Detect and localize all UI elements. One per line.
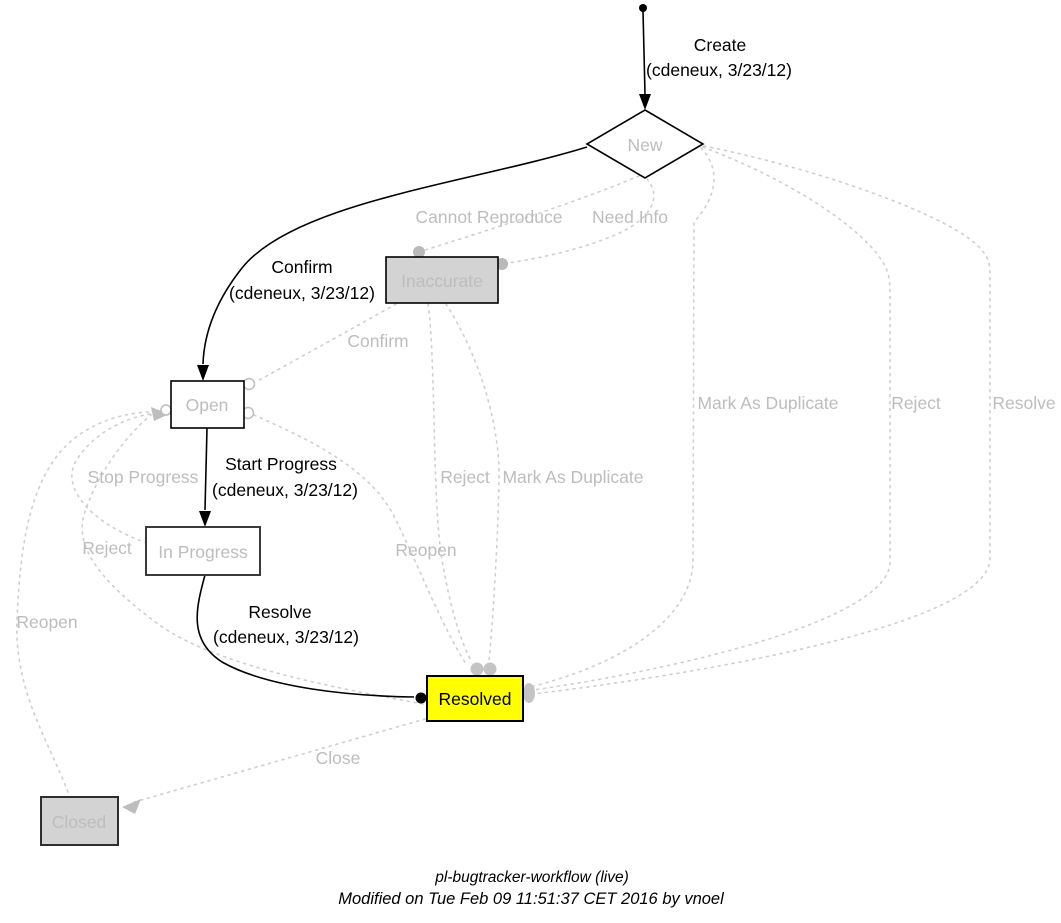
label-stop-progress: Stop Progress <box>87 467 199 487</box>
label-reject-mid: Reject <box>440 467 490 487</box>
node-open-label: Open <box>185 395 229 415</box>
resolved-endpoint-dot-icon <box>416 693 427 704</box>
label-reject-left: Reject <box>82 538 132 558</box>
possible-transition-labels <box>16 207 1055 768</box>
closed-incoming-arrowhead-icon <box>122 799 141 814</box>
label-confirm-gray: Confirm <box>347 331 409 351</box>
node-closed-label: Closed <box>51 812 107 832</box>
label-confirm-detail: (cdeneux, 3/23/12) <box>229 283 375 303</box>
resolved-port-dot-icon <box>471 663 484 676</box>
label-mark-as-duplicate-right: Mark As Duplicate <box>697 393 839 413</box>
label-resolve-right: Resolve <box>992 393 1056 413</box>
edge-create <box>643 11 645 94</box>
active-transition-edges <box>197 11 651 697</box>
label-confirm: Confirm <box>271 257 333 277</box>
open-port-circle-icon <box>161 405 171 415</box>
node-new-label: New <box>627 135 663 155</box>
start-progress-arrowhead-icon <box>199 511 211 527</box>
label-resolve-detail: (cdeneux, 3/23/12) <box>213 627 359 647</box>
resolved-port-dot-icon <box>523 683 535 703</box>
label-create-detail: (cdeneux, 3/23/12) <box>646 60 792 80</box>
footer-title: pl-bugtracker-workflow (live) <box>435 869 629 886</box>
edge-resolve-right <box>533 146 990 694</box>
footer-modified: Modified on Tue Feb 09 11:51:37 CET 2016 by vnoel <box>338 890 724 908</box>
label-mark-as-duplicate-mid: Mark As Duplicate <box>502 467 644 487</box>
label-reopen-left: Reopen <box>16 612 78 632</box>
label-create: Create <box>693 35 747 55</box>
start-node <box>639 4 647 12</box>
label-start-progress-detail: (cdeneux, 3/23/12) <box>212 480 358 500</box>
label-reopen-mid: Reopen <box>395 540 457 560</box>
label-reject-right: Reject <box>891 393 941 413</box>
label-close: Close <box>315 748 361 768</box>
label-resolve: Resolve <box>248 602 312 622</box>
edge-mark-as-duplicate-right <box>534 148 714 686</box>
confirm-arrowhead-icon <box>197 365 209 381</box>
resolved-port-dot-icon <box>484 663 497 676</box>
node-inaccurate-label: Inaccurate <box>401 271 483 291</box>
edge-start-progress <box>205 428 207 510</box>
create-arrowhead-icon <box>639 94 651 110</box>
node-resolved-label: Resolved <box>438 689 512 709</box>
active-transition-labels <box>212 35 792 647</box>
label-need-info: Need Info <box>592 207 668 227</box>
node-in-progress-label: In Progress <box>158 542 248 562</box>
label-start-progress: Start Progress <box>225 454 337 474</box>
footer <box>338 869 725 908</box>
edge-close <box>131 717 432 803</box>
edge-reject-right <box>533 147 890 690</box>
open-port-circle-icon <box>244 379 255 390</box>
label-cannot-reproduce: Cannot Reproduce <box>415 207 563 227</box>
